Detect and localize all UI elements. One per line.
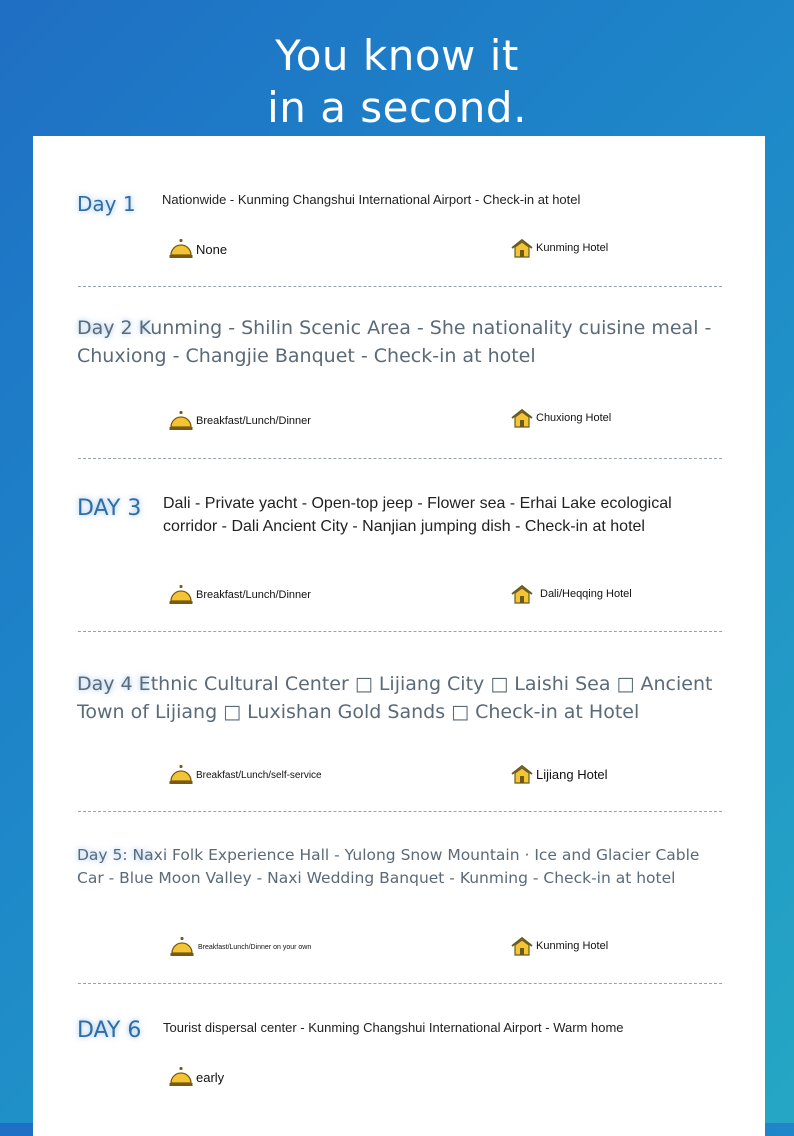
divider-1 — [78, 286, 722, 287]
day-5-badge: Day 5: Na — [77, 846, 154, 864]
day-5-hotel-text: Kunming Hotel — [536, 940, 609, 952]
house-icon — [511, 764, 533, 784]
day-4-meals-text: Breakfast/Lunch/self-service — [196, 769, 322, 781]
day-6-meals — [169, 1066, 224, 1088]
day-2-route: unming - Shilin Scenic Area - She nationality cuisine meal - Chuxiong - Changjie Banquet - Check-in at hotel — [77, 317, 712, 367]
meal-cloche-icon — [169, 1066, 193, 1088]
meal-cloche-icon — [169, 238, 193, 260]
divider-4 — [78, 811, 722, 812]
day-1-section — [77, 186, 723, 276]
house-icon — [511, 936, 533, 956]
day-6-meals-text: early — [196, 1069, 225, 1085]
day-5-route-block — [77, 844, 723, 890]
day-4-badge: Day 4 E — [77, 673, 151, 695]
page-title — [0, 30, 794, 134]
day-2-badge: Day 2 K — [77, 317, 151, 339]
day-4-route: thnic Cultural Center □ Lijiang City □ Laishi Sea □ Ancient Town of Lijiang □ Luxishan Gold Sands □ Check-in at Hotel — [77, 673, 713, 723]
meal-cloche-icon — [169, 936, 195, 958]
day-1-badge: Day 1 — [77, 192, 136, 216]
day-4-hotel-text: Lijiang Hotel — [536, 766, 608, 782]
day-5-hotel — [511, 936, 608, 956]
day-3-meals-text: Breakfast/Lunch/Dinner — [196, 589, 311, 601]
itinerary-sheet — [33, 136, 765, 1136]
day-6-section — [77, 1014, 723, 1114]
divider-5 — [78, 983, 722, 984]
day-3-hotel — [511, 584, 632, 604]
day-6-badge: DAY 6 — [77, 1018, 142, 1043]
day-2-route-block — [77, 314, 723, 370]
day-5-meals — [169, 936, 311, 958]
day-1-route: Nationwide - Kunming Changshui International Airport - Check-in at hotel — [162, 192, 581, 207]
divider-2 — [78, 458, 722, 459]
meal-cloche-icon — [169, 410, 193, 432]
day-4-hotel — [511, 764, 608, 784]
day-3-section — [77, 492, 723, 612]
day-2-meals — [169, 410, 311, 432]
house-icon — [511, 584, 533, 604]
meal-cloche-icon — [169, 764, 193, 786]
day-1-meals — [169, 238, 227, 260]
day-2-hotel-text: Chuxiong Hotel — [536, 412, 612, 424]
meal-cloche-icon — [169, 584, 193, 606]
day-1-hotel-text: Kunming Hotel — [536, 242, 609, 254]
day-5-meals-text: Breakfast/Lunch/Dinner on your own — [198, 943, 312, 951]
day-2-section — [77, 314, 723, 434]
day-4-route-block — [77, 670, 723, 726]
title-line-1: You know it — [275, 31, 519, 80]
day-4-section — [77, 670, 723, 800]
house-icon — [511, 408, 533, 428]
day-4-meals — [169, 764, 322, 786]
day-3-badge: DAY 3 — [77, 496, 142, 521]
divider-3 — [78, 631, 722, 632]
day-3-meals — [169, 584, 311, 606]
day-3-route: Dali - Private yacht - Open-top jeep - Flower sea - Erhai Lake ecological corridor - Dali Ancient City - Nanjian jumping dish - Check-in at hotel — [163, 495, 672, 535]
day-3-hotel-text: Dali/Heqqing Hotel — [540, 588, 632, 600]
day-1-meals-text: None — [196, 241, 228, 257]
day-5-route: xi Folk Experience Hall - Yulong Snow Mountain · Ice and Glacier Cable Car - Blue Moon Valley - Naxi Wedding Banquet - Kunming - Check-in at hotel — [77, 846, 700, 887]
day-2-hotel — [511, 408, 611, 428]
title-line-2: in a second. — [267, 83, 527, 132]
house-icon — [511, 238, 533, 258]
day-1-hotel — [511, 238, 608, 258]
day-2-meals-text: Breakfast/Lunch/Dinner — [196, 415, 311, 427]
day-6-route: Tourist dispersal center - Kunming Changshui International Airport - Warm home — [163, 1020, 624, 1035]
day-5-section — [77, 844, 723, 964]
